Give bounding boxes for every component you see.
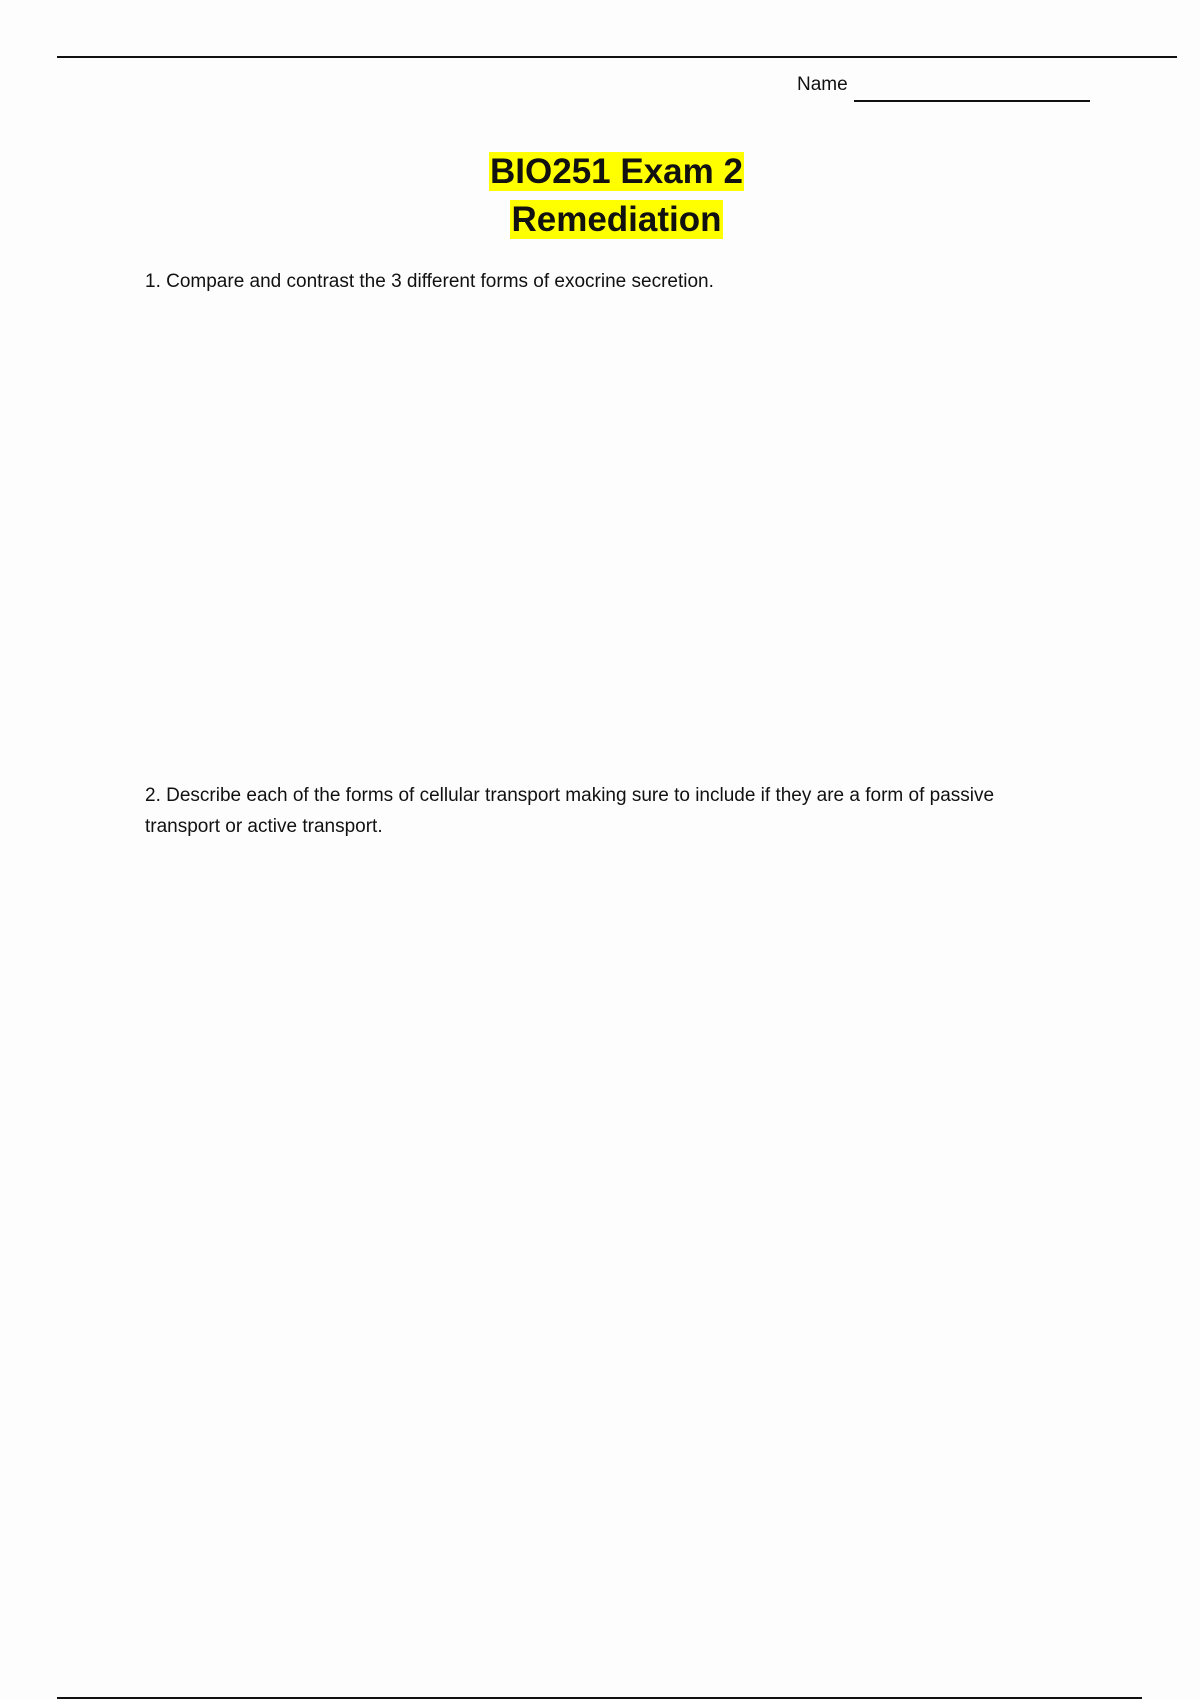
- bottom-divider: [57, 1697, 1142, 1699]
- question-2: 2. Describe each of the forms of cellular transport making sure to include if they are a form of passive transport or active transport.: [145, 785, 995, 837]
- name-field: [797, 74, 1090, 96]
- name-label: Name: [797, 74, 848, 95]
- question-1: 1. Compare and contrast the 3 different forms of exocrine secretion.: [145, 271, 714, 292]
- title-line-1: BIO251 Exam 2: [490, 152, 743, 191]
- title-line-2: Remediation: [511, 200, 722, 239]
- page-title: [0, 148, 1200, 244]
- top-divider: [57, 56, 1177, 58]
- name-blank-line: [854, 100, 1090, 102]
